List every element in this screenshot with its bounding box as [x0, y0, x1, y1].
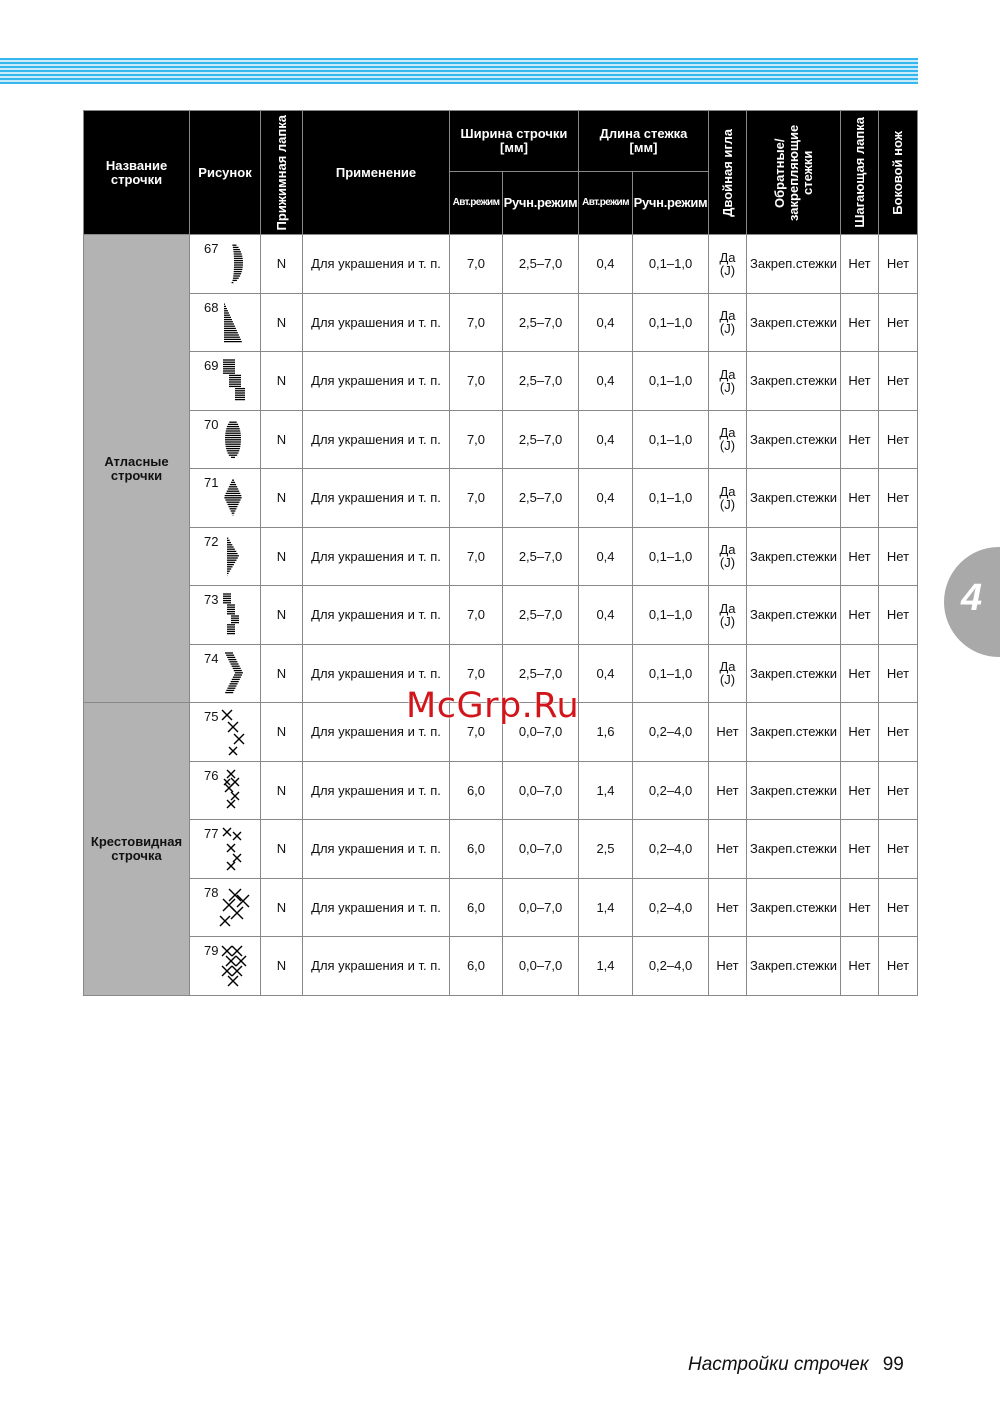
walking-foot-cell: Нет [841, 235, 879, 294]
walking-foot-cell: Нет [841, 410, 879, 469]
page-footer [688, 1354, 904, 1376]
twin-needle-value: (J) [719, 321, 736, 337]
reverse-stitch-cell: Закреп.стежки [747, 703, 841, 762]
length-manual-cell: 0,1–1,0 [633, 527, 709, 586]
twin-needle-cell [709, 703, 747, 762]
side-cutter-cell: Нет [879, 527, 918, 586]
twin-needle-value: (J) [719, 379, 736, 395]
table-row [84, 820, 918, 879]
reverse-stitch-cell: Закреп.стежки [747, 352, 841, 411]
width-manual-cell: 2,5–7,0 [503, 469, 579, 528]
application-cell: Для украшения и т. п. [303, 410, 450, 469]
length-auto-cell: 0,4 [579, 352, 633, 411]
application-cell: Для украшения и т. п. [303, 527, 450, 586]
pattern-number: 77 [204, 826, 219, 841]
header-pattern: Рисунок [190, 111, 261, 235]
twin-needle-value: Нет [716, 841, 739, 857]
twin-needle-value: Да [719, 308, 736, 324]
watermark: McGrp.Ru [406, 686, 580, 726]
length-auto-cell: 1,4 [579, 878, 633, 937]
application-cell: Для украшения и т. п. [303, 352, 450, 411]
width-manual-cell: 0,0–7,0 [503, 878, 579, 937]
table-row [84, 937, 918, 996]
pattern-cell [190, 644, 261, 703]
table-row [84, 527, 918, 586]
walking-foot-cell: Нет [841, 761, 879, 820]
walking-foot-cell: Нет [841, 703, 879, 762]
walking-foot-cell: Нет [841, 469, 879, 528]
twin-needle-cell [709, 410, 747, 469]
length-manual-cell: 0,2–4,0 [633, 820, 709, 879]
reverse-stitch-cell: Закреп.стежки [747, 469, 841, 528]
twin-needle-value: (J) [719, 496, 736, 512]
side-cutter-cell: Нет [879, 235, 918, 294]
length-auto-cell: 0,4 [579, 644, 633, 703]
header-width-auto: Авт.режим [450, 172, 503, 235]
length-manual-cell: 0,2–4,0 [633, 937, 709, 996]
satin-oval-icon [216, 417, 256, 465]
stitch-settings-table [83, 110, 918, 996]
walking-foot-cell: Нет [841, 644, 879, 703]
side-cutter-cell: Нет [879, 293, 918, 352]
application-cell: Для украшения и т. п. [303, 293, 450, 352]
twin-needle-cell [709, 820, 747, 879]
side-cutter-cell: Нет [879, 644, 918, 703]
pattern-cell [190, 469, 261, 528]
width-auto-cell: 7,0 [450, 644, 503, 703]
pattern-number: 72 [204, 533, 219, 549]
presser-foot-cell: N [261, 527, 303, 586]
twin-needle-cell [709, 878, 747, 937]
length-auto-cell: 0,4 [579, 469, 633, 528]
reverse-stitch-cell: Закреп.стежки [747, 820, 841, 879]
cross-stitch-zigzag-icon [216, 826, 256, 874]
walking-foot-cell: Нет [841, 586, 879, 645]
presser-foot-cell: N [261, 586, 303, 645]
length-auto-cell: 2,5 [579, 820, 633, 879]
application-cell: Для украшения и т. п. [303, 235, 450, 294]
length-auto-cell: 0,4 [579, 235, 633, 294]
application-cell: Для украшения и т. п. [303, 878, 450, 937]
cross-stitch-cluster-icon [216, 885, 256, 933]
walking-foot-cell: Нет [841, 527, 879, 586]
pattern-cell [190, 352, 261, 411]
pattern-cell [190, 586, 261, 645]
presser-foot-cell: N [261, 761, 303, 820]
twin-needle-value: Да [719, 249, 736, 265]
side-cutter-cell: Нет [879, 937, 918, 996]
width-auto-cell: 6,0 [450, 878, 503, 937]
width-auto-cell: 7,0 [450, 410, 503, 469]
satin-triangle-icon [216, 300, 256, 348]
width-manual-cell: 0,0–7,0 [503, 703, 579, 762]
satin-arrow-icon [216, 534, 256, 582]
width-manual-cell: 2,5–7,0 [503, 527, 579, 586]
twin-needle-value: Да [719, 425, 736, 441]
footer-title: Настройки строчек [688, 1354, 869, 1375]
twin-needle-cell [709, 235, 747, 294]
width-auto-cell: 6,0 [450, 820, 503, 879]
chapter-tab [944, 547, 1000, 657]
application-cell: Для украшения и т. п. [303, 820, 450, 879]
pattern-number: 67 [204, 241, 219, 256]
pattern-cell [190, 937, 261, 996]
application-cell: Для украшения и т. п. [303, 761, 450, 820]
twin-needle-value: (J) [719, 613, 736, 629]
twin-needle-value: Нет [716, 724, 739, 740]
twin-needle-value: Нет [716, 899, 739, 915]
length-manual-cell: 0,1–1,0 [633, 410, 709, 469]
twin-needle-value: Нет [716, 958, 739, 974]
satin-zigzag-step-icon [216, 592, 256, 640]
presser-foot-cell: N [261, 703, 303, 762]
pattern-number: 70 [204, 416, 219, 432]
twin-needle-value: (J) [719, 555, 736, 571]
presser-foot-cell: N [261, 293, 303, 352]
width-manual-cell: 2,5–7,0 [503, 235, 579, 294]
twin-needle-cell [709, 644, 747, 703]
length-manual-cell: 0,2–4,0 [633, 703, 709, 762]
width-auto-cell: 6,0 [450, 937, 503, 996]
table-row [84, 469, 918, 528]
length-manual-cell: 0,1–1,0 [633, 586, 709, 645]
twin-needle-value: Да [719, 600, 736, 616]
header-application: Применение [303, 111, 450, 235]
side-cutter-cell: Нет [879, 878, 918, 937]
width-manual-cell: 2,5–7,0 [503, 644, 579, 703]
twin-needle-value: Да [719, 483, 736, 499]
stitch-group-name: Атласные строчки [84, 235, 190, 703]
header-length-auto: Авт.режим [579, 172, 633, 235]
width-auto-cell: 7,0 [450, 293, 503, 352]
length-auto-cell: 1,6 [579, 703, 633, 762]
length-manual-cell: 0,1–1,0 [633, 469, 709, 528]
length-manual-cell: 0,1–1,0 [633, 235, 709, 294]
pattern-number: 79 [204, 943, 219, 958]
pattern-cell [190, 410, 261, 469]
side-cutter-cell: Нет [879, 761, 918, 820]
reverse-stitch-cell: Закреп.стежки [747, 410, 841, 469]
side-cutter-cell: Нет [879, 352, 918, 411]
satin-step-icon [216, 358, 256, 406]
reverse-stitch-cell: Закреп.стежки [747, 527, 841, 586]
pattern-number: 68 [204, 299, 219, 315]
pattern-cell [190, 527, 261, 586]
length-auto-cell: 1,4 [579, 937, 633, 996]
twin-needle-cell [709, 586, 747, 645]
reverse-stitch-cell: Закреп.стежки [747, 937, 841, 996]
reverse-stitch-cell: Закреп.стежки [747, 878, 841, 937]
table-row [84, 761, 918, 820]
header-width-manual: Ручн.режим [503, 172, 579, 235]
pattern-number: 74 [204, 650, 219, 666]
pattern-cell [190, 761, 261, 820]
header-stitch-name: Название строчки [84, 111, 190, 235]
twin-needle-value: Нет [716, 782, 739, 798]
presser-foot-cell: N [261, 410, 303, 469]
stitch-group-name: Крестовидная строчка [84, 703, 190, 996]
table-row [84, 352, 918, 411]
side-cutter-cell: Нет [879, 410, 918, 469]
cross-stitch-block-icon [216, 943, 256, 991]
length-auto-cell: 0,4 [579, 527, 633, 586]
satin-chevron-icon [216, 651, 256, 699]
width-auto-cell: 7,0 [450, 469, 503, 528]
twin-needle-cell [709, 937, 747, 996]
twin-needle-cell [709, 352, 747, 411]
length-manual-cell: 0,2–4,0 [633, 878, 709, 937]
width-auto-cell: 7,0 [450, 527, 503, 586]
satin-diamond-icon [216, 475, 256, 523]
pattern-cell [190, 293, 261, 352]
header-twin-needle: Двойная игла [709, 111, 747, 235]
cross-stitch-diagonal-icon [216, 709, 256, 757]
header-stitch-length: Длина стежка [мм] [579, 111, 709, 172]
pattern-number: 73 [204, 592, 219, 607]
length-auto-cell: 0,4 [579, 586, 633, 645]
length-auto-cell: 0,4 [579, 410, 633, 469]
reverse-stitch-cell: Закреп.стежки [747, 761, 841, 820]
reverse-stitch-cell: Закреп.стежки [747, 586, 841, 645]
pattern-number: 78 [204, 884, 219, 900]
chapter-number: 4 [961, 577, 983, 619]
header-length-manual: Ручн.режим [633, 172, 709, 235]
pattern-cell [190, 820, 261, 879]
walking-foot-cell: Нет [841, 352, 879, 411]
presser-foot-cell: N [261, 352, 303, 411]
table-row [84, 235, 918, 294]
twin-needle-value: Да [719, 542, 736, 558]
walking-foot-cell: Нет [841, 937, 879, 996]
header-stripe-band [0, 58, 918, 84]
header-stitch-width: Ширина строчки [мм] [450, 111, 579, 172]
walking-foot-cell: Нет [841, 820, 879, 879]
header-walking-foot: Шагающая лапка [841, 111, 879, 235]
length-manual-cell: 0,1–1,0 [633, 644, 709, 703]
length-manual-cell: 0,1–1,0 [633, 293, 709, 352]
side-cutter-cell: Нет [879, 703, 918, 762]
header-reverse-stitches: Обратные/ закрепляющие стежки [747, 111, 841, 235]
application-cell: Для украшения и т. п. [303, 469, 450, 528]
width-manual-cell: 0,0–7,0 [503, 937, 579, 996]
width-manual-cell: 0,0–7,0 [503, 820, 579, 879]
table-row [84, 293, 918, 352]
pattern-cell [190, 235, 261, 294]
pattern-number: 69 [204, 358, 219, 373]
pattern-number: 71 [204, 475, 219, 490]
side-cutter-cell: Нет [879, 469, 918, 528]
width-auto-cell: 7,0 [450, 586, 503, 645]
length-manual-cell: 0,1–1,0 [633, 352, 709, 411]
presser-foot-cell: N [261, 820, 303, 879]
table-row [84, 878, 918, 937]
satin-crescent-icon [216, 241, 256, 289]
twin-needle-value: (J) [719, 672, 736, 688]
table-row [84, 586, 918, 645]
length-auto-cell: 0,4 [579, 293, 633, 352]
application-cell: Для украшения и т. п. [303, 937, 450, 996]
reverse-stitch-cell: Закреп.стежки [747, 235, 841, 294]
pattern-number: 76 [204, 767, 219, 783]
presser-foot-cell: N [261, 235, 303, 294]
width-manual-cell: 2,5–7,0 [503, 352, 579, 411]
pattern-number: 75 [204, 709, 219, 724]
side-cutter-cell: Нет [879, 820, 918, 879]
width-manual-cell: 2,5–7,0 [503, 293, 579, 352]
width-manual-cell: 0,0–7,0 [503, 761, 579, 820]
twin-needle-value: Да [719, 659, 736, 675]
page-number: 99 [882, 1354, 904, 1375]
walking-foot-cell: Нет [841, 293, 879, 352]
application-cell: Для украшения и т. п. [303, 703, 450, 762]
pattern-cell [190, 703, 261, 762]
presser-foot-cell: N [261, 469, 303, 528]
twin-needle-value: (J) [719, 262, 736, 278]
table-body [84, 235, 918, 996]
twin-needle-value: (J) [719, 438, 736, 454]
width-auto-cell: 7,0 [450, 352, 503, 411]
length-auto-cell: 1,4 [579, 761, 633, 820]
cross-stitch-column-icon [216, 768, 256, 816]
twin-needle-cell [709, 761, 747, 820]
presser-foot-cell: N [261, 878, 303, 937]
length-manual-cell: 0,2–4,0 [633, 761, 709, 820]
pattern-cell [190, 878, 261, 937]
width-auto-cell: 7,0 [450, 235, 503, 294]
width-manual-cell: 2,5–7,0 [503, 586, 579, 645]
presser-foot-cell: N [261, 937, 303, 996]
reverse-stitch-cell: Закреп.стежки [747, 293, 841, 352]
twin-needle-value: Да [719, 366, 736, 382]
header-presser-foot: Прижимная лапка [261, 111, 303, 235]
presser-foot-cell: N [261, 644, 303, 703]
width-manual-cell: 2,5–7,0 [503, 410, 579, 469]
header-side-cutter: Боковой нож [879, 111, 918, 235]
width-auto-cell: 6,0 [450, 761, 503, 820]
twin-needle-cell [709, 527, 747, 586]
width-auto-cell: 7,0 [450, 703, 503, 762]
application-cell: Для украшения и т. п. [303, 586, 450, 645]
twin-needle-cell [709, 469, 747, 528]
table-row [84, 410, 918, 469]
walking-foot-cell: Нет [841, 878, 879, 937]
reverse-stitch-cell: Закреп.стежки [747, 644, 841, 703]
twin-needle-cell [709, 293, 747, 352]
application-cell: Для украшения и т. п. [303, 644, 450, 703]
side-cutter-cell: Нет [879, 586, 918, 645]
